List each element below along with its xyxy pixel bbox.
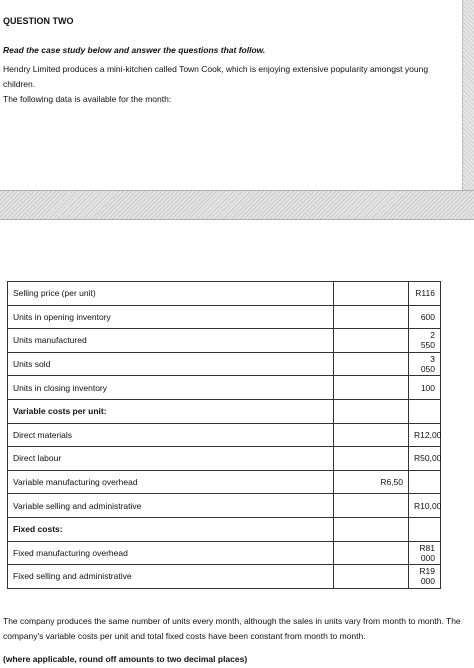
table-row [8, 565, 441, 589]
row-mid-value: R6,50 [334, 470, 409, 494]
row-value: 2 550 [409, 329, 441, 353]
section-label: Fixed costs: [8, 517, 334, 541]
table-row [8, 399, 441, 423]
table-row [8, 494, 441, 518]
table-row [8, 376, 441, 400]
row-mid-value [334, 517, 409, 541]
row-mid-value [334, 494, 409, 518]
row-value: R19 000 [409, 565, 441, 589]
table-row [8, 470, 441, 494]
table-row [8, 423, 441, 447]
table-row [8, 352, 441, 376]
row-mid-value [334, 329, 409, 353]
row-value: R10,00 [409, 494, 441, 518]
row-mid-value [334, 282, 409, 306]
row-value [409, 470, 441, 494]
data-table [7, 281, 441, 589]
row-mid-value [334, 376, 409, 400]
rounding-note: (where applicable, round off amounts to two decimal places) [3, 654, 248, 664]
row-label: Variable selling and administrative [8, 494, 334, 518]
row-label: Fixed selling and administrative [8, 565, 334, 589]
row-value: 600 [409, 305, 441, 329]
row-mid-value [334, 541, 409, 565]
row-value: R12,00 [409, 423, 441, 447]
row-mid-value [334, 423, 409, 447]
question-heading: QUESTION TWO [3, 16, 74, 26]
table-row [8, 447, 441, 471]
row-label: Selling price (per unit) [8, 282, 334, 306]
row-value: R50,00 [409, 447, 441, 471]
row-mid-value [334, 305, 409, 329]
table-row [8, 541, 441, 565]
intro-line: The following data is available for the month: [3, 94, 172, 104]
closing-line: company's variable costs per unit and total fixed costs have been constant from month to month. [3, 631, 366, 641]
row-value: R81 000 [409, 541, 441, 565]
page-gutter [462, 0, 474, 218]
row-value: R116 [409, 282, 441, 306]
closing-line: The company produces the same number of units every month, although the sales in units vary from month to month. The [3, 616, 461, 626]
row-label: Fixed manufacturing overhead [8, 541, 334, 565]
row-label: Units manufactured [8, 329, 334, 353]
intro-line: Hendry Limited produces a mini-kitchen called Town Cook, which is enjoying extensive popularity amongst young children. [3, 64, 429, 89]
instruction-text: Read the case study below and answer the questions that follow. [3, 45, 266, 55]
table-row [8, 305, 441, 329]
closing-paragraph [3, 614, 463, 644]
row-label: Units in opening inventory [8, 305, 334, 329]
row-value [409, 517, 441, 541]
row-value: 3 050 [409, 352, 441, 376]
row-label: Units sold [8, 352, 334, 376]
row-mid-value [334, 399, 409, 423]
row-label: Variable manufacturing overhead [8, 470, 334, 494]
row-label: Units in closing inventory [8, 376, 334, 400]
table-row [8, 329, 441, 353]
section-label: Variable costs per unit: [8, 399, 334, 423]
page-break-band [0, 190, 474, 220]
row-mid-value [334, 447, 409, 471]
row-mid-value [334, 565, 409, 589]
row-label: Direct labour [8, 447, 334, 471]
row-mid-value [334, 352, 409, 376]
table-row [8, 282, 441, 306]
row-label: Direct materials [8, 423, 334, 447]
row-value: 100 [409, 376, 441, 400]
row-value [409, 399, 441, 423]
intro-paragraph [3, 62, 458, 107]
table-row [8, 517, 441, 541]
